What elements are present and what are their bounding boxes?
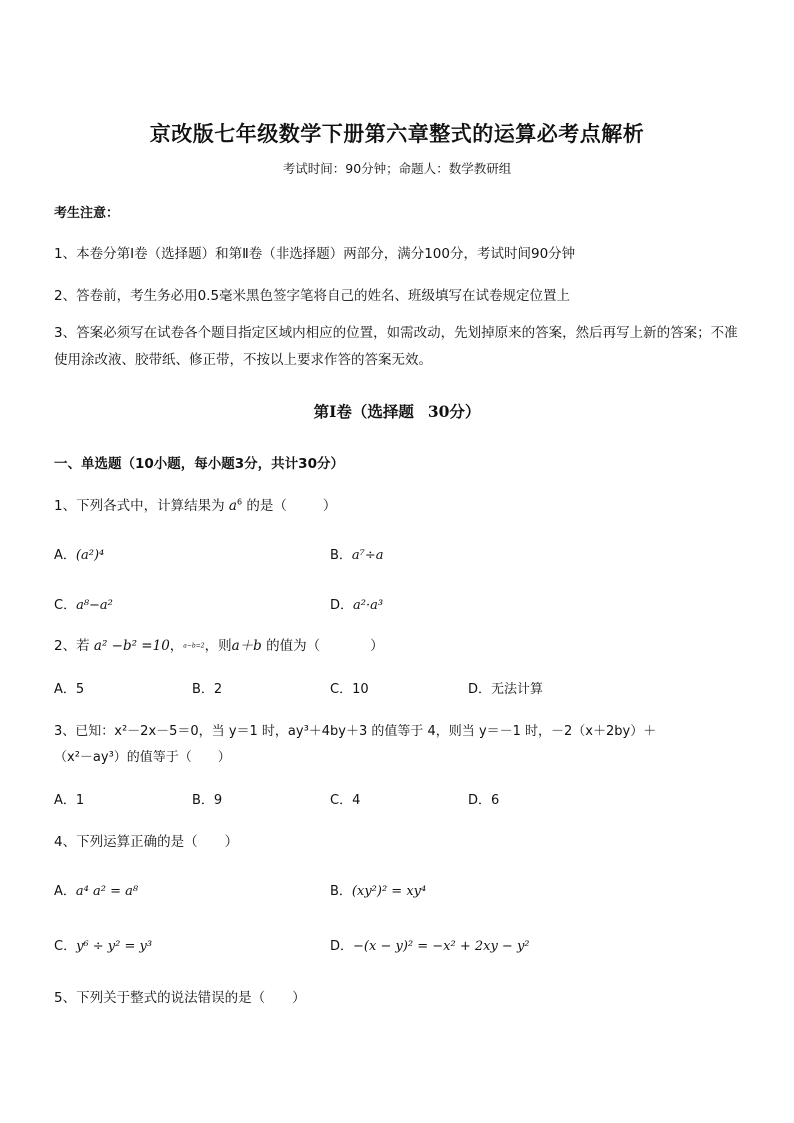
option-math: (xy²)² = xy⁴ [351,884,427,899]
q2-stem-math2: a＋b [231,638,262,654]
option-math: a⁴ a² = a⁸ [75,884,139,899]
option-text: 2 [213,682,223,697]
q1-stem-math: a [228,498,237,514]
notice-item-3: 3、答案必须写在试卷各个题目指定区域内相应的位置，如需改动，先划掉原来的答案，然后再写上新的答案；不准使用涂改液、胶带纸、修正带，不按以上要求作答的答案无效。 [54,325,738,368]
option-label: B． [330,548,352,563]
option-text: 9 [213,793,223,808]
part-heading: 一、单选题（10小题，每小题3分，共计30分） [54,456,344,472]
option-label: C． [54,939,77,954]
q1-option-b[interactable] [330,544,384,563]
option-label: C． [330,682,353,697]
question-5: 5、下列关于整式的说法错误的是（ ） [54,990,306,1006]
q3-option-d[interactable] [468,789,499,808]
question-3-line-2: （x²－ay³）的值等于（ ） [54,750,231,765]
q1-stem-exp: 6 [236,497,243,507]
q3-option-b[interactable] [192,789,222,808]
option-text: 4 [352,793,361,808]
question-3-line-1: 3、已知：x²－2x－5＝0，当 y＝1 时，ay³＋4by＋3 的值等于 4，则当 y＝－1 时，－2（x＋2by）＋ [54,724,657,739]
notice-heading: 考生注意： [54,206,120,221]
section-title-text: 第Ⅰ卷（选择题 [313,402,414,421]
notice-item-2: 2、答卷前，考生务必用0.5毫米黑色签字笔将自己的姓名、班级填写在试卷规定位置上 [54,288,571,304]
q1-option-a[interactable] [54,544,104,563]
q2-option-d[interactable] [468,678,543,697]
option-label: A． [54,884,76,899]
option-label: B． [330,884,352,899]
notice-item-1: 1、本卷分第Ⅰ卷（选择题）和第Ⅱ卷（非选择题）两部分，满分100分，考试时间90分钟 [54,246,576,262]
page-title: 京改版七年级数学下册第六章整式的运算必考点解析 [149,121,645,146]
option-label: D． [468,682,492,697]
option-label: C． [330,793,353,808]
q2-stem-math: a² −b² =10 [93,638,170,654]
q1-option-c[interactable] [54,594,113,613]
q4-option-b[interactable] [330,880,426,899]
section-title [0,400,794,422]
question-1 [54,494,336,514]
option-text: 6 [491,793,500,808]
option-label: B． [192,793,214,808]
q3-option-c[interactable] [330,789,360,808]
option-math: a⁸−a² [76,598,113,613]
q1-option-d[interactable] [330,594,383,613]
option-label: D． [330,598,354,613]
option-math: a²·a³ [353,598,384,613]
option-label: A． [54,682,76,697]
q4-option-a[interactable] [54,880,138,899]
option-math: a⁷÷a [351,548,384,563]
q2-stem-tiny: a−b=2 [183,642,205,650]
exam-info: 考试时间：90分钟；命题人：数学教研组 [282,161,512,176]
q1-stem-pre: 1、下列各式中，计算结果为 [54,498,225,514]
option-label: A． [54,548,76,563]
option-label: B． [192,682,214,697]
q2-stem-post: 的值为（ [266,638,321,654]
q2-option-c[interactable] [330,678,369,697]
option-text: 无法计算 [491,682,544,697]
q2-stem-pre: 2、若 [54,638,90,654]
q3-option-a[interactable] [54,789,84,808]
q1-stem-close: ） [322,498,337,514]
option-label: C． [54,598,77,613]
q2-option-b[interactable] [192,678,222,697]
option-math: −(x − y)² = −x² + 2xy − y² [353,939,530,954]
question-4: 4、下列运算正确的是（ ） [54,834,239,850]
q1-stem-post: 的是（ [246,498,287,514]
section-score: 30分） [427,402,481,421]
q2-stem-close: ） [370,638,384,654]
option-label: D． [468,793,492,808]
question-2: 2、若 a² −b² =10，a−b=2，则a＋b 的值为（ ） [54,638,384,654]
q2-option-a[interactable] [54,678,84,697]
q4-option-c[interactable] [54,935,152,954]
option-label: D． [330,939,354,954]
q4-option-d[interactable] [330,935,530,954]
option-text: 10 [352,682,369,697]
option-label: A． [54,793,76,808]
option-text: 1 [75,793,85,808]
option-math: (a²)⁴ [75,548,105,563]
option-math: y⁶ ÷ y² = y³ [76,939,153,954]
option-text: 5 [75,682,85,697]
q2-stem-mid: ，则 [204,638,232,654]
